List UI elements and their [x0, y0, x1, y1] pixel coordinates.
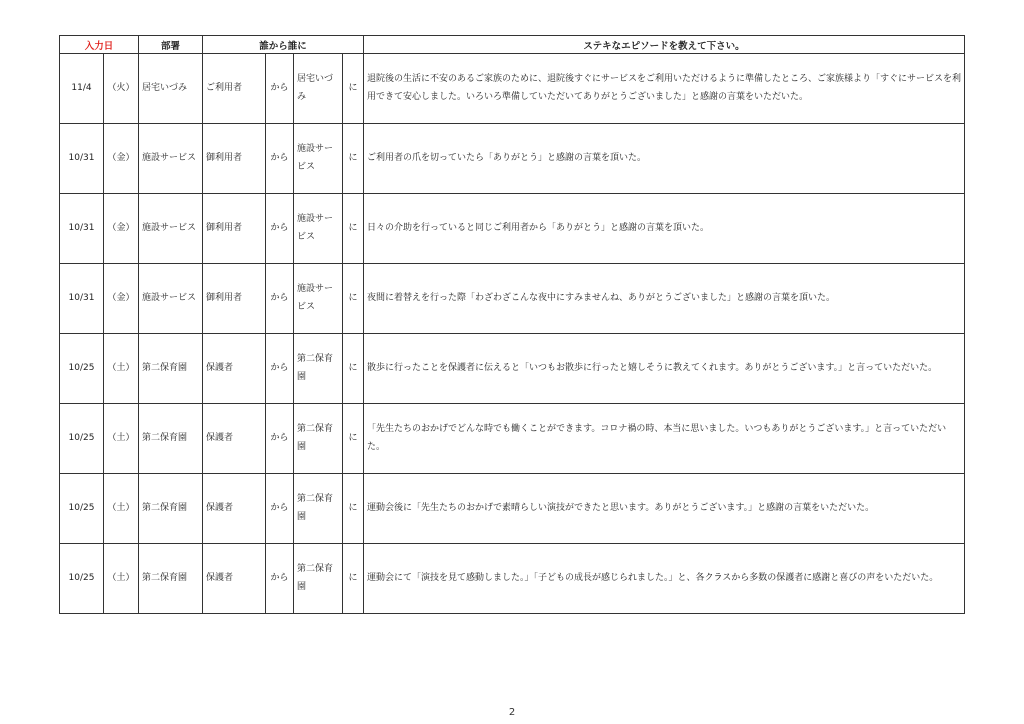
cell-day: （金） — [104, 264, 139, 334]
cell-to: 居宅いづみ — [294, 54, 343, 124]
cell-date: 11/4 — [60, 54, 104, 124]
cell-episode: 運動会後に「先生たちのおかげで素晴らしい演技ができたと思います。ありがとうございます。」と感謝の言葉をいただいた。 — [364, 474, 965, 544]
cell-dept: 第二保育園 — [139, 474, 203, 544]
cell-ni: に — [343, 124, 364, 194]
cell-ni: に — [343, 544, 364, 614]
cell-day: （金） — [104, 194, 139, 264]
cell-dept: 居宅いづみ — [139, 54, 203, 124]
cell-day: （土） — [104, 474, 139, 544]
cell-ni: に — [343, 194, 364, 264]
table-row — [60, 404, 965, 474]
cell-episode: 「先生たちのおかげでどんな時でも働くことができます。コロナ禍の時、本当に思いました。いつもありがとうございます。」と言っていただいた。 — [364, 404, 965, 474]
cell-kara: から — [266, 54, 294, 124]
cell-from: 保護者 — [203, 544, 266, 614]
cell-dept: 第二保育園 — [139, 404, 203, 474]
cell-date: 10/31 — [60, 194, 104, 264]
cell-to: 第二保育園 — [294, 474, 343, 544]
cell-from: 保護者 — [203, 474, 266, 544]
table-body — [60, 54, 965, 614]
cell-to: 施設サービス — [294, 194, 343, 264]
cell-episode: 散歩に行ったことを保護者に伝えると「いつもお散歩に行ったと嬉しそうに教えてくれます。ありがとうございます。」と言っていただいた。 — [364, 334, 965, 404]
cell-ni: に — [343, 54, 364, 124]
cell-ni: に — [343, 474, 364, 544]
cell-episode: 日々の介助を行っていると同じご利用者から「ありがとう」と感謝の言葉を頂いた。 — [364, 194, 965, 264]
cell-episode: ご利用者の爪を切っていたら「ありがとう」と感謝の言葉を頂いた。 — [364, 124, 965, 194]
cell-dept: 施設サービス — [139, 264, 203, 334]
cell-to: 第二保育園 — [294, 404, 343, 474]
cell-day: （火） — [104, 54, 139, 124]
header-dept: 部署 — [139, 36, 203, 54]
cell-from: 御利用者 — [203, 124, 266, 194]
cell-date: 10/25 — [60, 544, 104, 614]
cell-to: 第二保育園 — [294, 544, 343, 614]
cell-kara: から — [266, 544, 294, 614]
header-who: 誰から誰に — [203, 36, 364, 54]
table-row — [60, 544, 965, 614]
cell-day: （金） — [104, 124, 139, 194]
cell-from: 保護者 — [203, 334, 266, 404]
cell-kara: から — [266, 474, 294, 544]
cell-day: （土） — [104, 334, 139, 404]
cell-kara: から — [266, 334, 294, 404]
cell-date: 10/31 — [60, 124, 104, 194]
cell-kara: から — [266, 194, 294, 264]
header-date: 入力日 — [60, 36, 139, 54]
cell-to: 第二保育園 — [294, 334, 343, 404]
cell-episode: 運動会にて「演技を見て感動しました。」「子どもの成長が感じられました。」と、各クラスから多数の保護者に感謝と喜びの声をいただいた。 — [364, 544, 965, 614]
header-episode: ステキなエピソードを教えて下さい。 — [364, 36, 965, 54]
cell-kara: から — [266, 264, 294, 334]
cell-day: （土） — [104, 404, 139, 474]
cell-day: （土） — [104, 544, 139, 614]
table-header-row — [60, 36, 965, 54]
cell-from: 御利用者 — [203, 264, 266, 334]
page-number: 2 — [508, 707, 516, 718]
cell-ni: に — [343, 264, 364, 334]
table-row — [60, 124, 965, 194]
cell-date: 10/25 — [60, 334, 104, 404]
cell-kara: から — [266, 124, 294, 194]
cell-date: 10/25 — [60, 474, 104, 544]
cell-from: 御利用者 — [203, 194, 266, 264]
table-row — [60, 54, 965, 124]
cell-dept: 施設サービス — [139, 124, 203, 194]
cell-kara: から — [266, 404, 294, 474]
table-row — [60, 334, 965, 404]
cell-date: 10/31 — [60, 264, 104, 334]
cell-ni: に — [343, 334, 364, 404]
cell-date: 10/25 — [60, 404, 104, 474]
cell-dept: 第二保育園 — [139, 334, 203, 404]
cell-dept: 施設サービス — [139, 194, 203, 264]
cell-from: 保護者 — [203, 404, 266, 474]
cell-to: 施設サービス — [294, 264, 343, 334]
cell-to: 施設サービス — [294, 124, 343, 194]
cell-from: ご利用者 — [203, 54, 266, 124]
table-row — [60, 474, 965, 544]
table-row — [60, 194, 965, 264]
episode-table — [59, 35, 965, 614]
cell-episode: 夜間に着替えを行った際「わざわざこんな夜中にすみませんね、ありがとうございました」と感謝の言葉を頂いた。 — [364, 264, 965, 334]
cell-episode: 退院後の生活に不安のあるご家族のために、退院後すぐにサービスをご利用いただけるように準備したところ、ご家族様より「すぐにサービスを利用できて安心しました。いろいろ準備していただいてありがとうございました」と感謝の言葉をいただいた。 — [364, 54, 965, 124]
cell-dept: 第二保育園 — [139, 544, 203, 614]
cell-ni: に — [343, 404, 364, 474]
table-row — [60, 264, 965, 334]
